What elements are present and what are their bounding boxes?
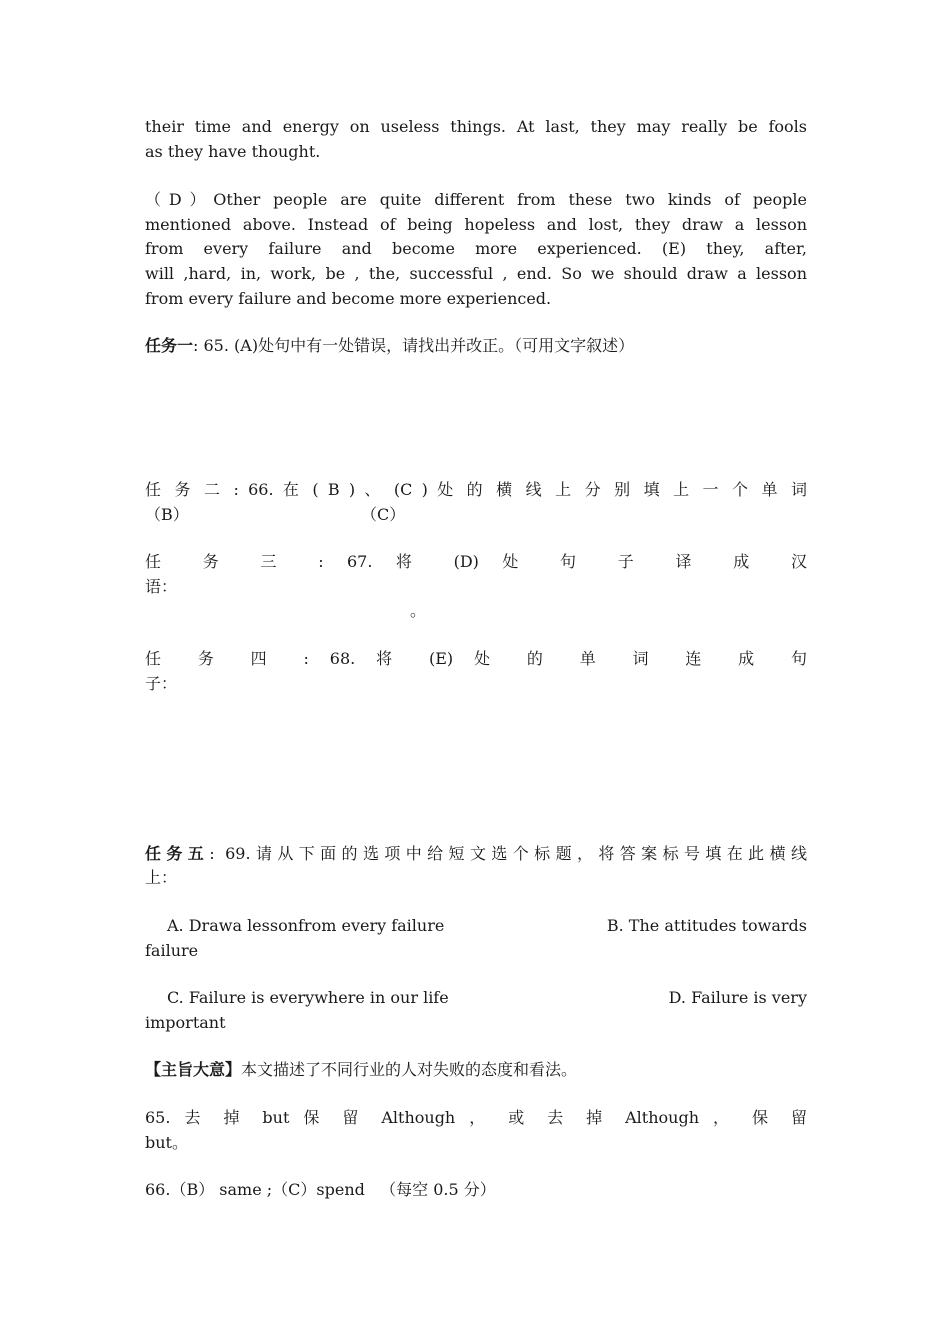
task-one-label: 任务一 xyxy=(145,336,194,355)
option-d-cont: important xyxy=(145,1013,226,1032)
task-five-text: : 69.请从下面的选项中给短文选个标题，将答案标号填在此横线 xyxy=(209,844,807,863)
passage-line: as they have thought. xyxy=(145,142,321,161)
answer-summary xyxy=(145,1057,807,1082)
answer-65-cont: but。 xyxy=(145,1133,188,1152)
task-three: 任 务 三 : 67. 将 (D) 处 句 子 译 成 汉 xyxy=(145,552,807,571)
task-three-period: 。 xyxy=(410,601,427,620)
passage-line: （D）Other people are quite different from these two kinds of people xyxy=(145,190,807,209)
option-d: D. Failure is very xyxy=(668,988,807,1007)
task-two: 任 务 二 : 66. 在 ( B ) 、 (C ) 处 的 横 线 上 分 别 填 上 一 个 单 词 xyxy=(145,480,807,499)
passage-line: from every failure and become more experienced. (E) they, after, xyxy=(145,239,807,258)
task-one-text: : 65. (A)处句中有一处错误，请找出并改正。（可用文字叙述） xyxy=(193,336,635,355)
answer-summary-label: 【主旨大意】 xyxy=(145,1060,242,1079)
task-two-blank-b: （B） xyxy=(145,505,189,524)
task-five-cont: 上： xyxy=(145,868,178,887)
task-one xyxy=(145,333,807,358)
task-two-blank-c: （C） xyxy=(361,505,406,524)
option-c: C. Failure is everywhere in our life xyxy=(167,988,449,1007)
option-a: A. Drawa lessonfrom every failure xyxy=(167,916,445,935)
answer-65: 65. 去 掉 but 保 留 Although ， 或 去 掉 Although ， 保 留 xyxy=(145,1108,807,1127)
task-five-label: 任务五 xyxy=(145,844,210,863)
task-five xyxy=(145,841,807,866)
task-four: 任 务 四 : 68. 将 (E) 处 的 单 词 连 成 句 xyxy=(145,649,807,668)
option-b-cont: failure xyxy=(145,941,199,960)
option-b: B. The attitudes towards xyxy=(606,916,807,935)
answer-66: 66.（B） same ;（C）spend （每空 0.5 分） xyxy=(145,1180,496,1199)
task-four-cont: 子： xyxy=(145,674,178,693)
passage-line: their time and energy on useless things. At last, they may really be fools xyxy=(145,117,807,136)
passage-line: mentioned above. Instead of being hopeless and lost, they draw a lesson xyxy=(145,215,807,234)
answer-summary-text: 本文描述了不同行业的人对失败的态度和看法。 xyxy=(241,1060,578,1079)
task-three-cont: 语： xyxy=(145,577,178,596)
passage-line: will ,hard, in, work, be , the, successful , end. So we should draw a lesson xyxy=(145,264,807,283)
passage-line: from every failure and become more experienced. xyxy=(145,289,552,308)
